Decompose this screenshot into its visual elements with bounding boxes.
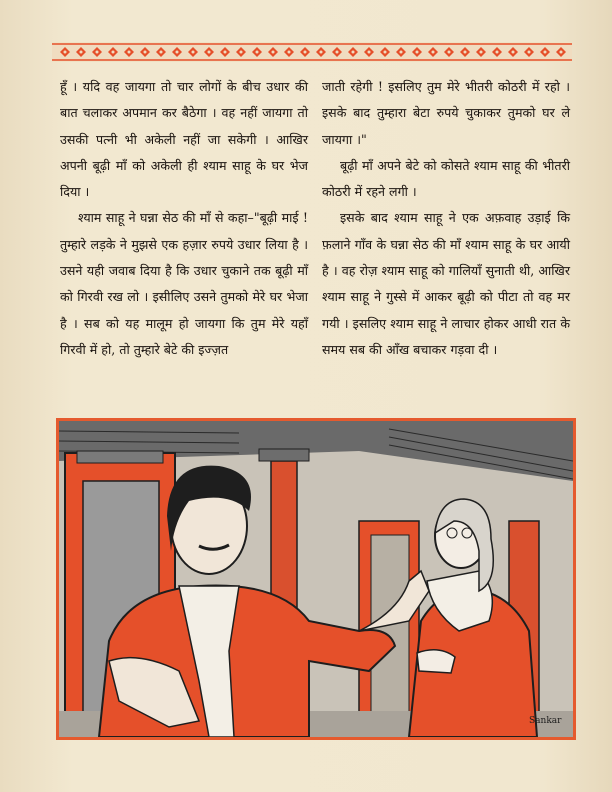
ornament-dot: [112, 51, 115, 54]
ornament-dot: [80, 51, 83, 54]
left-text-column: [60, 74, 308, 363]
decorative-border: [52, 42, 572, 62]
ornament-dot: [384, 51, 387, 54]
ornament-dot: [304, 51, 307, 54]
ornament-dot: [400, 51, 403, 54]
ornament-dot: [448, 51, 451, 54]
ornament-dot: [272, 51, 275, 54]
artist-signature: Sankar: [529, 716, 562, 726]
ornament-dot: [416, 51, 419, 54]
ornament-border-icon: [52, 42, 572, 62]
ornament-dot: [288, 51, 291, 54]
ornament-dot: [464, 51, 467, 54]
ornament-dot: [144, 51, 147, 54]
ornament-dot: [64, 51, 67, 54]
ornament-dot: [176, 51, 179, 54]
ornament-dot: [480, 51, 483, 54]
ornament-dot: [192, 51, 195, 54]
ornament-dot: [368, 51, 371, 54]
ornament-dot: [528, 51, 531, 54]
ornament-dot: [224, 51, 227, 54]
ornament-dot: [496, 51, 499, 54]
ornament-dot: [240, 51, 243, 54]
ornament-dot: [544, 51, 547, 54]
ornament-dot: [560, 51, 563, 54]
ornament-dot: [256, 51, 259, 54]
ornament-dot: [128, 51, 131, 54]
illustration-scene: [59, 421, 573, 737]
story-illustration: [56, 418, 576, 740]
ornament-dot: [512, 51, 515, 54]
right-text-column: [322, 74, 570, 363]
ornament-dot: [160, 51, 163, 54]
right-paragraph-1: जाती रहेगी ! इसलिए तुम मेरे भीतरी कोठरी में रहो । इसके बाद तुम्हारा बेटा रुपये चुकाकर तुमको घर ले जायगा ।": [322, 79, 570, 147]
right-paragraph-3: इसके बाद श्याम साहू ने एक अफ़वाह उड़ाई कि फ़लाने गाँव के घन्ना सेठ की माँ श्याम साहू के घर आयी है । वह रोज़ श्याम साहू को गालियाँ सुनाती थी, आखिर श्याम साहू ने गुस्से में आकर बूढ़ी को पीटा तो वह मर गयी । इसलिए श्याम साहू ने लाचार होकर आधी रात के समय सब की आँख बचाकर गड़वा दी ।: [322, 210, 570, 357]
right-paragraph-2: बूढ़ी माँ अपने बेटे को कोसते श्याम साहू की भीतरी कोठरी में रहने लगी ।: [322, 157, 570, 200]
ornament-dot: [96, 51, 99, 54]
ornament-dot: [352, 51, 355, 54]
left-paragraph-2: श्याम साहू ने घन्ना सेठ की माँ से कहा–"बूढ़ी माई ! तुम्हारे लड़के ने मुझसे एक हज़ार रुपये उधार लिया है । उसने यही जवाब दिया है कि उधार चुकाने तक बूढ़ी माँ को गिरवी रख लो । इसीलिए उसने तुमको मेरे घर भेजा है । सब को यह मालूम हो जायगा कि तुम मेरे यहाँ गिरवी में हो, तो तुम्हारे बेटे की इज्ज़त: [60, 210, 308, 357]
ornament-dot: [336, 51, 339, 54]
ornament-dot: [432, 51, 435, 54]
ornament-dot: [320, 51, 323, 54]
left-paragraph-1: हूँ । यदि वह जायगा तो चार लोगों के बीच उधार की बात चलाकर अपमान कर बैठेगा । वह नहीं जायगा तो उसकी पत्नी भी अकेली नहीं जा सकेगी । आखिर अपनी बूढ़ी माँ को अकेली ही श्याम साहू के घर भेज दिया ।: [60, 79, 308, 200]
ornament-dot: [208, 51, 211, 54]
